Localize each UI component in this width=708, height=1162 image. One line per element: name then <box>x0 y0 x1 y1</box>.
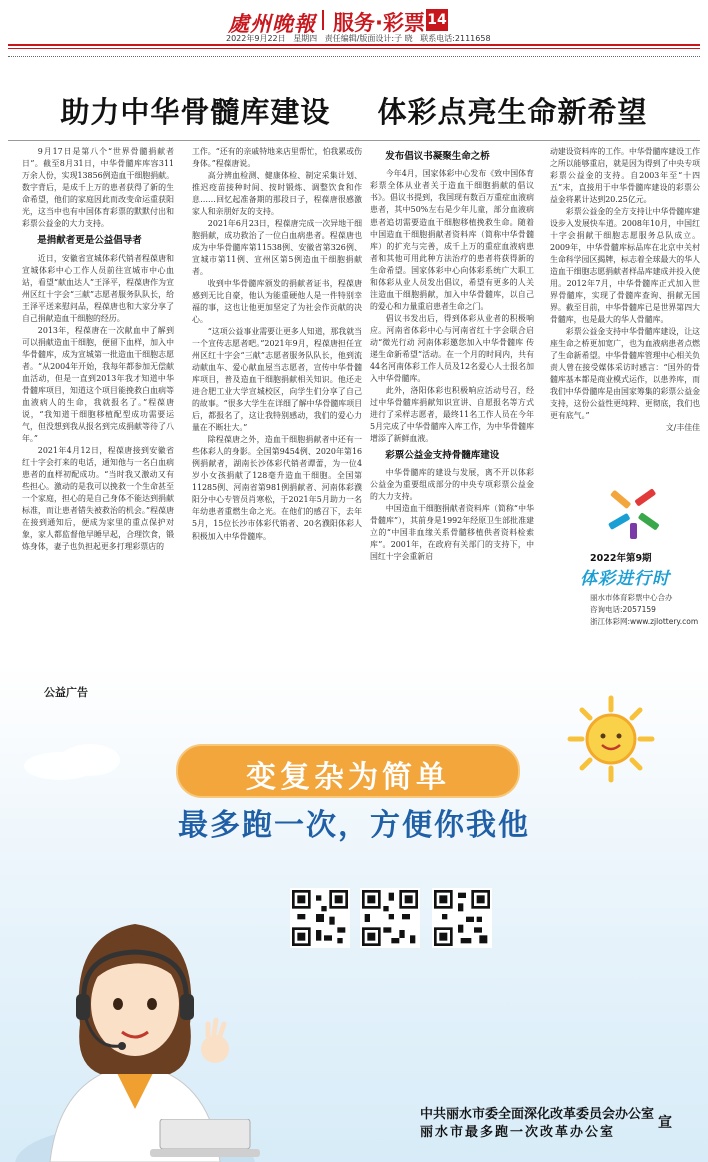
subheading: 发布倡议书凝聚生命之桥 <box>385 151 490 162</box>
laptop-icon <box>150 1119 260 1159</box>
paragraph: 彩票公益金的全方支持让中华骨髓库建设步入发展快车道。2008年10月，中国红十字会捐献干细胞志愿服务总队成立。2009年，中华骨髓库标品库在北京中关村生命科学园区揭牌，标志着全球最大的华人造血干细胞志愿捐献者样品库建成并投入使用。2012年7月，中华骨髓库正式加入世界骨髓库，实现了骨髓库查询、捐献无国界。截至目前，中华骨髓库已是世界第四大骨髓库，也是最大的华人骨髓库。 <box>550 207 700 325</box>
ad-publicity-mark: 宣 <box>658 1115 672 1131</box>
masthead-divider <box>322 10 324 30</box>
headline-part-1: 助力中华骨髓库建设 <box>60 95 331 129</box>
paragraph: 9月17日是第八个“世界骨髓捐献者日”。截至8月31日，中华骨髓库库容311万余人份，实现13856例造血干细胞捐献。数字背后，是成千上万的患者获得了新的生命希望，他们的家庭因此而改变命运重获阳光，这当中也有中国体育彩票的默默付出和彩票公益金的大力支持。 <box>22 147 174 229</box>
article-column-1 <box>22 146 174 654</box>
paragraph: 2021年4月12日，程葆唐接到安徽省红十字会打来的电话，通知他与一名白血病患者的血样初配成功。“当时我又激动又有些担心。激动的是我可以挽救一个生命甚至一个家庭，担心的是自己身体不能达到捐献标准，而让患者错失被救治的机会。”程葆唐在接到通知后，便成为家里的重点保护对象，家人都监督他早睡早起，合理饮食，锻炼身体，妻子也负担起更多打理彩票店的 <box>22 445 174 551</box>
lottery-website: 浙江体彩网:www.zjlottery.com <box>590 617 699 626</box>
qr-code-icon <box>290 888 350 948</box>
paragraph: “这项公益事业需要让更多人知道，那我就当一个宣传志愿者吧。”2021年9月，程葆唐担任宣州区红十字会“三献”志愿者服务队队长，他到流动献血车、爱心献血屋当志愿者，宣传中华骨髓库项目，普及造血干细胞捐献相关知识。他还走进合肥工业大学宣城校区，向学生们分享了自己的故事。“很多大学生在详细了解中华骨髓库项目后，都报名了，这让我特别感动，我们的爱心力量在不断壮大。” <box>192 327 362 433</box>
ad-sponsor-1: 中共丽水市委全面深化改革委员会办公室 <box>420 1107 655 1122</box>
sports-lottery-logo-icon <box>604 488 664 548</box>
masthead <box>0 0 708 44</box>
public-service-ad <box>0 664 708 1162</box>
article-headline <box>0 90 708 131</box>
lottery-phone: 咨询电话:2057159 <box>590 605 656 614</box>
issue-weekday: 星期四 <box>293 34 318 43</box>
lottery-org: 丽水市体育彩票中心合办 <box>590 593 673 602</box>
sun-icon <box>566 694 656 784</box>
author-signature: 文/丰佳佳 <box>665 423 700 433</box>
lottery-column-box <box>580 488 700 648</box>
qr-code-icon <box>432 888 492 948</box>
ad-slogan: 最多跑一次，方便你我他 <box>178 808 530 843</box>
masthead-rule-thin <box>8 48 700 49</box>
lottery-column-name: 体彩进行时 <box>580 569 670 589</box>
section-title: 服务·彩票 <box>333 11 425 35</box>
paragraph: 2013年，程葆唐在一次献血中了解到可以捐献造血干细胞，便留下血样，加入中华骨髓库，成为宣城第一批造血干细胞志愿者。“从2004年开始，我每年都参加无偿献血活动，但是一直到2013年我才知道中华骨髓库项目，知道这个项目能挽救白血病等血液病人的生命，我就报名了。”程葆唐说，“我知道干细胞移植配型成功需要运气，但没想到我从报名到完成捐献等待了八年。” <box>22 325 174 443</box>
article-column-2 <box>192 146 362 654</box>
newspaper-logo: 處州晚報 <box>228 11 316 36</box>
paragraph: 收到中华骨髓库颁发的捐献者证书，程葆唐感到无比自豪，他认为能重硬他人是一件特别幸福的事，这也让他更加坚定了为社会作贡献的决心。 <box>192 279 362 325</box>
ad-banner <box>176 744 520 798</box>
headline-rule <box>8 140 700 141</box>
ad-banner-text: 变复杂为简单 <box>246 760 450 795</box>
issue-date: 2022年9月22日 <box>226 34 286 43</box>
headline-part-2: 体彩点亮生命新希望 <box>377 95 648 129</box>
paragraph: 近日，安徽省宣城体彩代销者程葆唐和宣城体彩中心工作人员前往宣城市中心血站，看望“献血达人”王泽平，程葆唐作为宣州区红十字会“三献”志愿者服务队队长，给王泽平送来慰问品，程葆唐也和大家分享了自己捐献造血干细胞的经历。 <box>22 253 174 323</box>
paragraph: 动建设资料库的工作。中华骨髓库建设工作之所以能够重启，就是因为得到了中央专项彩票公益金的支持。自2003年至“十四五”末，直接用于中华骨髓库建设的彩票公益金将累计达到20.25亿元。 <box>550 147 700 205</box>
paragraph: 工作。“还有的亲戚特地来店里帮忙，怕我累或伤身体。”程葆唐说。 <box>192 147 362 169</box>
subheading: 彩票公益金支持骨髓库建设 <box>385 449 500 461</box>
masthead-info <box>226 33 496 44</box>
qr-code-icon <box>360 888 420 948</box>
masthead-rule <box>8 44 700 46</box>
paragraph: 彩票公益金支持中华骨髓库建设，让这座生命之桥更加宽广，也为血液病患者点燃了生命新希望。中华骨髓库管理中心相关负责人曾在接受媒体采访时感言：“国外的骨髓库基本都是商业模式运作，以患养库，而我们中华骨髓库是由国家筹集的彩票公益金支持，这份公益性更纯粹、更彻底，我们也更有底气。” <box>550 327 700 421</box>
paragraph: 中华骨髓库的建设与发展，离不开以体彩公益金为重要组成部分的中央专项彩票公益金的大力支持。 <box>370 468 534 502</box>
editor-credit: 责任编辑/版面设计:子 晓 <box>324 34 413 43</box>
article-column-3 <box>370 146 534 654</box>
ad-tag: 公益广告 <box>44 686 88 699</box>
subheading: 是捐献者更是公益倡导者 <box>37 235 142 247</box>
article-column-4 <box>550 146 700 486</box>
lottery-issue: 2022年第9期 <box>590 553 652 564</box>
cloud-icon <box>20 734 140 784</box>
paragraph: 此外，洛阳体彩也积极响应活动号召，经过中华骨髓库捐献知识宣讲、自愿报名等方式进行了采样志愿者，最终11名工作人员在今年5月完成了中华骨髓库入库工作，为中华骨髓库增添了新鲜血液。 <box>370 385 534 443</box>
ad-sponsor-2: 丽水市最多跑一次改革办公室 <box>420 1125 616 1140</box>
paragraph: 除程葆唐之外，造血干细胞捐献者中还有一些体彩人的身影。全国第9454例、2020年第16例捐献者，湖南长沙体彩代销者谭蕾，为一位4岁小女孩捐献了128毫升造血干细胞。全国第11285例、河南省第981例捐献者、河南体彩濮阳分中心专管员肖寒松，于2021年5月助力一名年幼患者重燃生命之光。在他们的感召下，去年5月，15位长沙市体彩代销者、20名濮阳体彩人积极加入中华骨髓库。 <box>192 435 362 541</box>
paragraph: 今年4月，国家体彩中心发布《致中国体育彩票全体从业者关于造血干细胞捐献的倡议书》。倡议书提到，我国现有数百万重症血液病患者，其中50%左右是少年儿童，部分血液病患者追切需要造血干细胞移植挽救生命。随着中国造血干细胞捐献者资料库（简称中华骨髓库）的扩充与完善，成千上万的重症血液病患者和其他可用此种方法治疗的患者将获得新的生命希望。国家体彩中心向体彩系统广大职工和体彩从业人员发出倡议，希望有更多的人关注造血干细胞捐献，加入中华骨髓库，以自己的爱心和力量重启患者生命之门。 <box>370 169 534 311</box>
dotted-rule <box>8 56 700 57</box>
paragraph: 倡议书发出后，得到体彩从业者的积极响应。河南省体彩中心与河南省红十字会联合启动“微光行动 河南体彩邀您加入中华骨髓库 传递生命新希望”活动。在一个月的时间内，共有44名河南体彩工作人员及12名爱心人士报名加入中华骨髓库。 <box>370 313 534 383</box>
page-number: 14 <box>426 9 448 31</box>
paragraph: 高分辨血检测、健康体检、制定采集计划、推迟疫苗接种时间、按时锻炼、调整饮食和作息……回忆起准备期的那段日子，程葆唐很感激家人和亲朋好友的支持。 <box>192 171 362 217</box>
lottery-contact <box>590 592 698 628</box>
contact-phone: 联系电话:2111658 <box>420 34 491 43</box>
paragraph: 中国造血干细胞捐献者资料库（简称“中华骨髓库”），其前身是1992年经原卫生部批准建立的“中国非血缘关系骨髓移植供者资料检索库”。2001年，在政府有关部门的支持下，中国红十字会重新启 <box>370 504 534 562</box>
paragraph: 2021年6月23日，程葆唐完成一次异地干细胞捐献，成功救治了一位白血病患者。程葆唐也成为中华骨髓库第11538例、安徽省第326例、宣城市第11例、宣州区第5例造血干细胞捐献者。 <box>192 219 362 277</box>
